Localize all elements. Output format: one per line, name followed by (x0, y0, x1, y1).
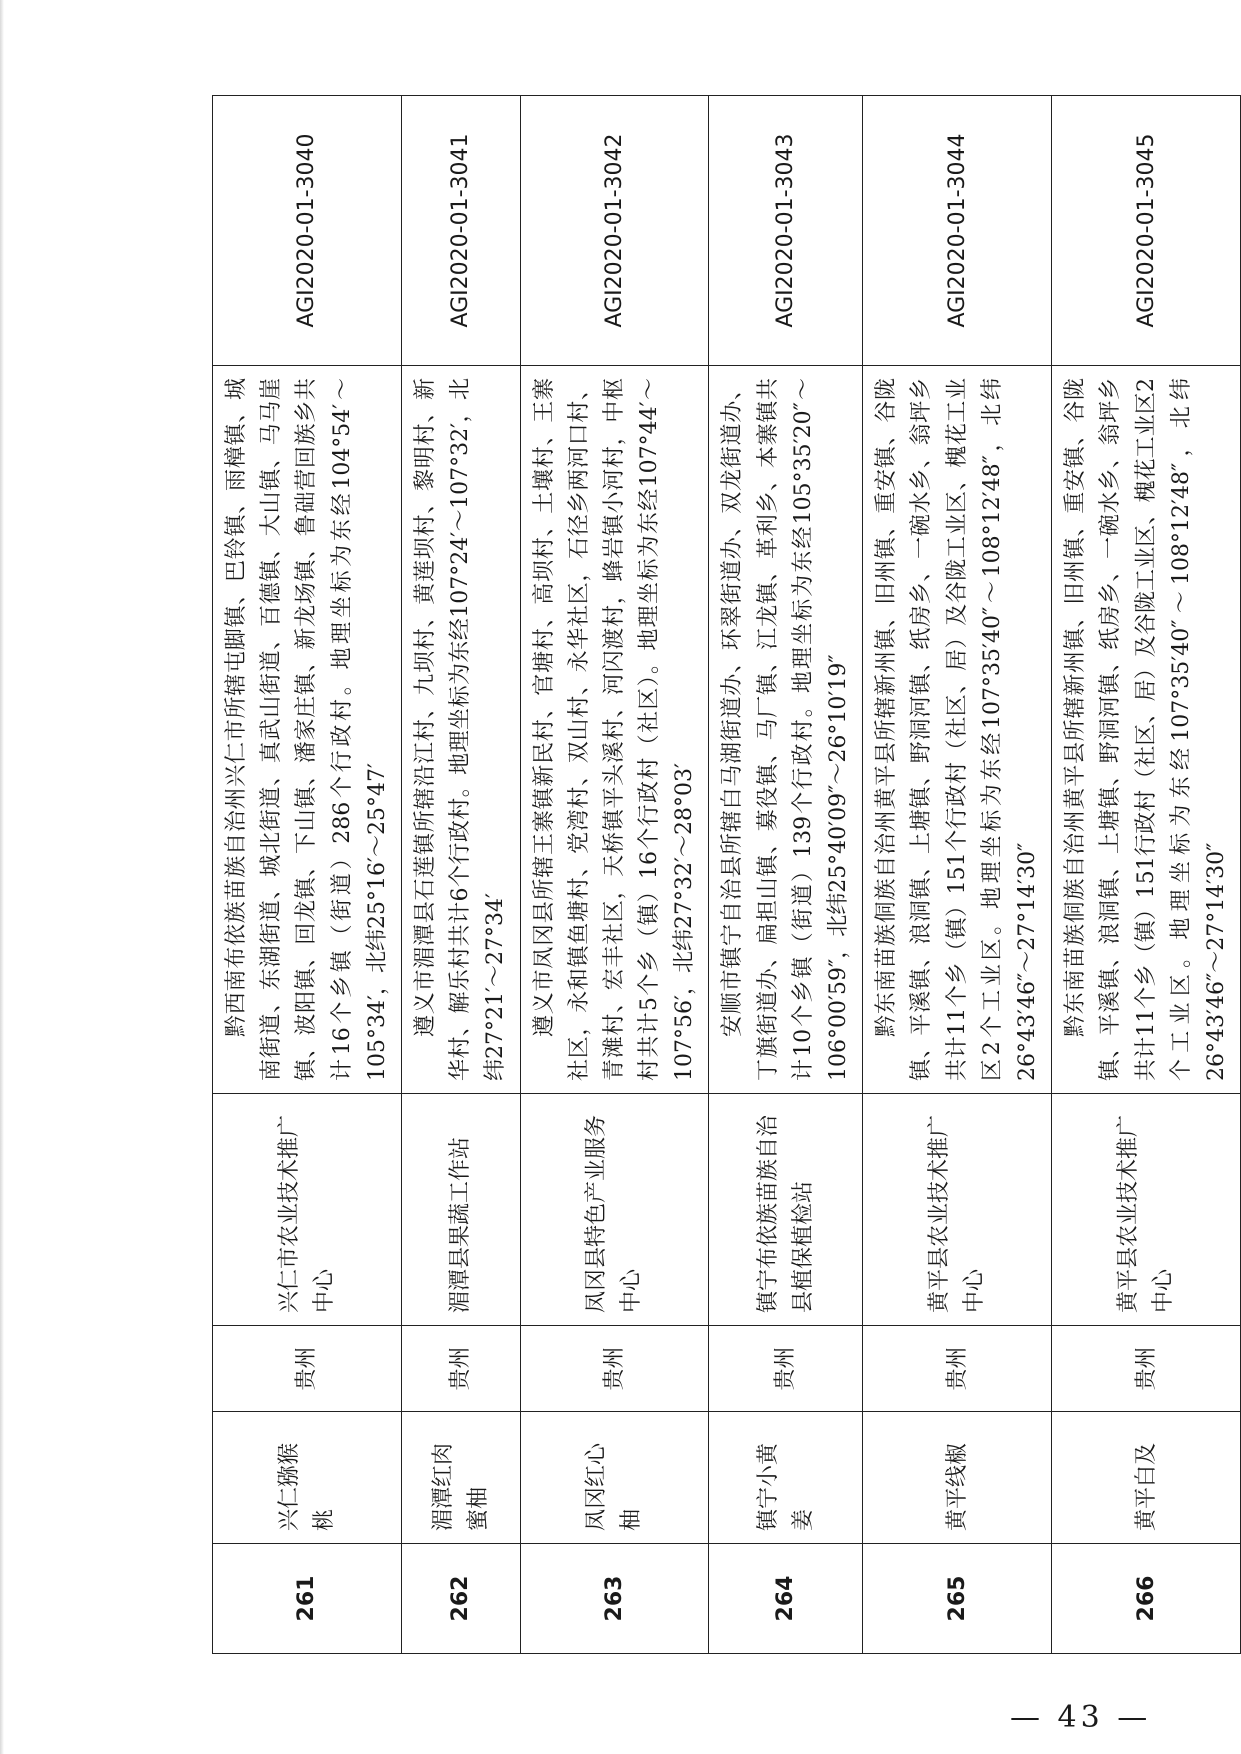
product-name: 兴仁猕猴桃 (213, 1412, 402, 1544)
row-number: 263 (520, 1544, 709, 1654)
protection-scope: 遵义市湄潭县石莲镇所辖沿江村、九坝村、黄莲坝村、黎明村、新华村、解乐村共计6个行政村。地理坐标为东经107°24′～107°32′，北纬27°21′～27°34′ (401, 366, 520, 1094)
protection-scope: 黔东南苗族侗族自治州黄平县所辖新州镇、旧州镇、重安镇、谷陇镇、平溪镇、浪洞镇、上塘镇、野洞河镇、纸房乡、一碗水乡、翁坪乡共计11个乡（镇）151个行政村（社区、居）及谷陇工业区、槐花工业区2个工业区。地理坐标为东经107°35′40″～108°12′48″，北纬26°43′46″～27°14′30″ (863, 366, 1052, 1094)
product-name: 湄潭红肉蜜柚 (401, 1412, 520, 1544)
registration-code: AGI2020-01-3044 (863, 96, 1052, 366)
province: 贵州 (213, 1326, 402, 1412)
applicant-organization: 镇宁布依族苗族自治县植保植检站 (709, 1094, 863, 1326)
rotated-table-container (212, 96, 1229, 1654)
registration-code: AGI2020-01-3042 (520, 96, 709, 366)
scan-edge (0, 0, 4, 1754)
product-name: 黄平白及 (1052, 1412, 1241, 1544)
applicant-organization: 凤冈县特色产业服务中心 (520, 1094, 709, 1326)
table-row (401, 96, 520, 1654)
province: 贵州 (863, 1326, 1052, 1412)
row-number: 266 (1052, 1544, 1241, 1654)
row-number: 261 (213, 1544, 402, 1654)
row-number: 265 (863, 1544, 1052, 1654)
row-number: 264 (709, 1544, 863, 1654)
province: 贵州 (1052, 1326, 1241, 1412)
gi-records-table (212, 95, 1241, 1654)
applicant-organization: 黄平县农业技术推广中心 (1052, 1094, 1241, 1326)
applicant-organization: 湄潭县果蔬工作站 (401, 1094, 520, 1326)
page-number: — 43 — (1010, 1700, 1152, 1735)
product-name: 凤冈红心柚 (520, 1412, 709, 1544)
protection-scope: 遵义市凤冈县所辖王寨镇新民村、官塘村、高坝村、土壤村、王寨社区，永和镇鱼塘村、党湾村、双山村、永华社区，石径乡两河口村、青滩村、宏丰社区，天桥镇平头溪村、河闪渡村，蜂岩镇小河村，中枢村共计5个乡（镇）16个行政村（社区）。地理坐标为东经107°44′～107°56′，北纬27°32′～28°03′ (520, 366, 709, 1094)
protection-scope: 安顺市镇宁自治县所辖白马湖街道办、环翠街道办、双龙街道办、丁旗街道办、扁担山镇、募役镇、马厂镇、江龙镇、革利乡、本寨镇共计10个乡镇（街道）139个行政村。地理坐标为东经105°35′20″～106°00′59″，北纬25°40′09″～26°10′19″ (709, 366, 863, 1094)
registration-code: AGI2020-01-3040 (213, 96, 402, 366)
table-row (520, 96, 709, 1654)
province: 贵州 (520, 1326, 709, 1412)
product-name: 黄平线椒 (863, 1412, 1052, 1544)
row-number: 262 (401, 1544, 520, 1654)
table-row (863, 96, 1052, 1654)
table-row (213, 96, 402, 1654)
registration-code: AGI2020-01-3041 (401, 96, 520, 366)
applicant-organization: 黄平县农业技术推广中心 (863, 1094, 1052, 1326)
province: 贵州 (401, 1326, 520, 1412)
protection-scope: 黔东南苗族侗族自治州黄平县所辖新州镇、旧州镇、重安镇、谷陇镇、平溪镇、浪洞镇、上塘镇、野洞河镇、纸房乡、一碗水乡、翁坪乡共计11个乡（镇）151行政村（社区、居）及谷陇工业区、槐花工业区2个工业区。地理坐标为东经107°35′40″～108°12′48″，北纬26°43′46″～27°14′30″ (1052, 366, 1241, 1094)
province: 贵州 (709, 1326, 863, 1412)
table-row (1052, 96, 1241, 1654)
registration-code: AGI2020-01-3043 (709, 96, 863, 366)
applicant-organization: 兴仁市农业技术推广中心 (213, 1094, 402, 1326)
table-row (709, 96, 863, 1654)
product-name: 镇宁小黄姜 (709, 1412, 863, 1544)
registration-code: AGI2020-01-3045 (1052, 96, 1241, 366)
protection-scope: 黔西南布依族苗族自治州兴仁市所辖屯脚镇、巴铃镇、雨樟镇、城南街道、东湖街道、城北街道、真武山街道、百德镇、大山镇、马马崖镇、波阳镇、回龙镇、下山镇、潘家庄镇、新龙场镇、鲁础营回族乡共计16个乡镇（街道）286个行政村。地理坐标为东经104°54′～105°34′，北纬25°16′～25°47′ (213, 366, 402, 1094)
